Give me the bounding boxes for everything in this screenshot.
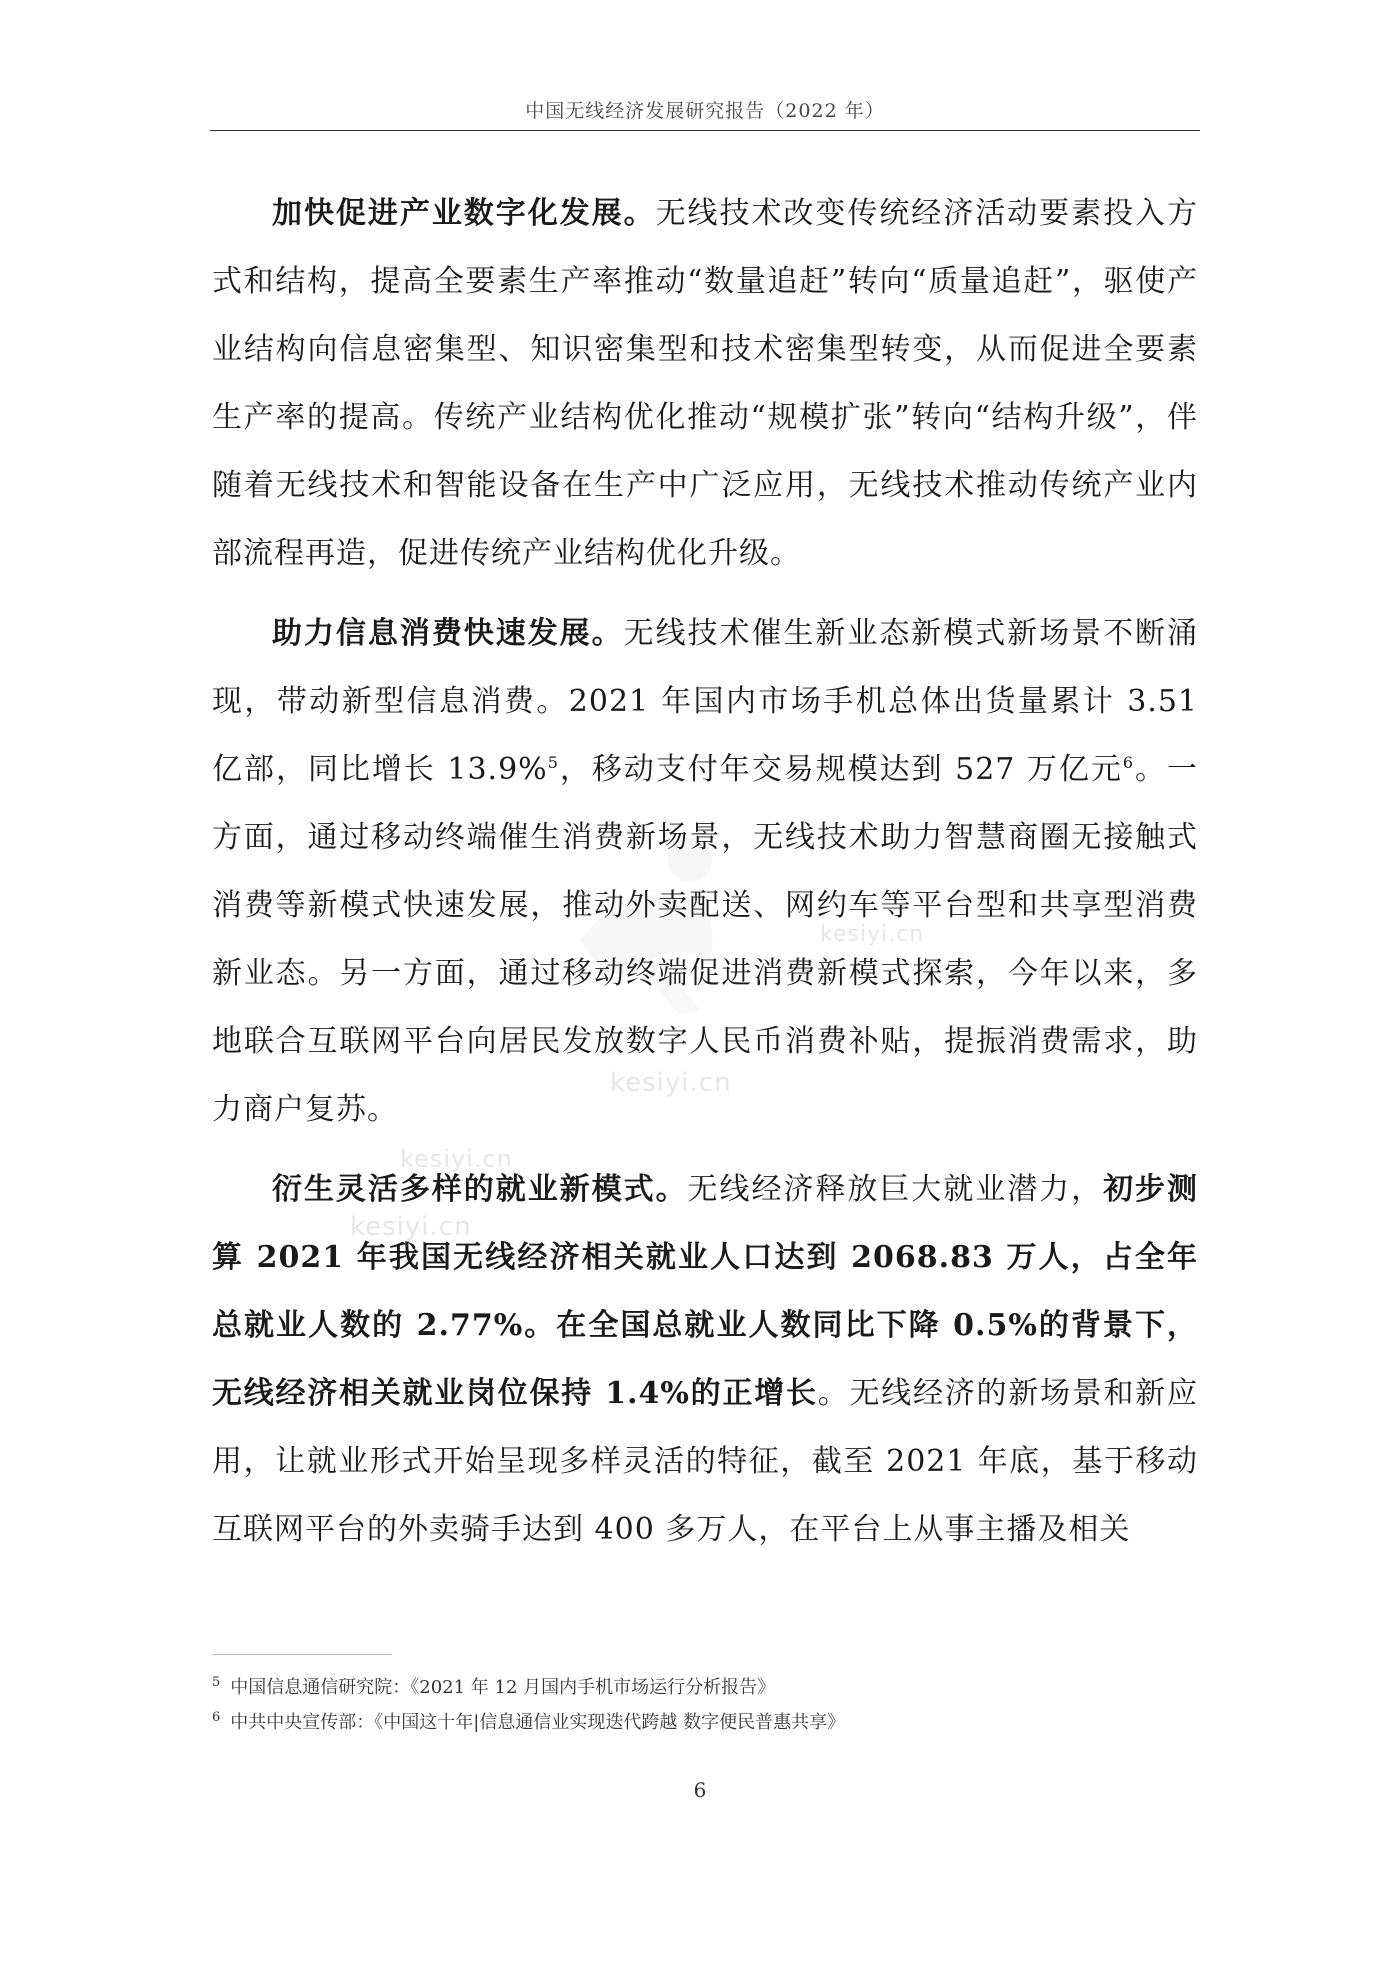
paragraph-text: 无线技术催生新业态新模式新场景不断涌现，带动新型信息消费。2021 年国内市场手机总体出货量累计 3.51 亿部，同比增长 13.9% (212, 616, 1199, 787)
watermark-text: kesiyi.cn (400, 1145, 513, 1173)
paragraph-text: 。一方面，通过移动终端催生消费新场景，无线技术助力智慧商圈无接触式消费等新模式快速发展，推动外卖配送、网约车等平台型和共享型消费新业态。另一方面，通过移动终端促进消费新模式探索，今年以来，多地联合互联网平台向居民发放数字人民币消费补贴，提振消费需求，助力商户复苏。 (212, 752, 1199, 1127)
running-header: 中国无线经济发展研究报告（2022 年） (525, 100, 885, 122)
footnote-text: 中共中央宣传部：《中国这十年|信息通信业实现迭代跨越 数字便民普惠共享》 (230, 1712, 846, 1733)
footnote-rule (212, 1654, 392, 1655)
footnote-mark: 6 (212, 1710, 221, 1725)
footnote-text: 中国信息通信研究院：《2021 年 12 月国内手机市场运行分析报告》 (230, 1677, 776, 1698)
watermark-text: kesiyi.cn (820, 922, 925, 947)
body-text (212, 180, 1198, 1564)
paragraph-employment-modes (212, 1156, 1198, 1564)
footnote-ref-6[interactable]: 6 (1122, 753, 1135, 772)
page-number: 6 (693, 1778, 707, 1802)
footnote-item (212, 1668, 1198, 1703)
header-rule (210, 130, 1200, 131)
watermark-text: kesiyi.cn (350, 1212, 472, 1242)
footnote-ref-5[interactable]: 5 (547, 753, 559, 772)
paragraph-text: 。无线经济的新场景和新应用，让就业形式开始呈现多样灵活的特征，截至 2021 年底，基于移动互联网平台的外卖骑手达到 400 多万人，在平台上从事主播及相关 (212, 1376, 1198, 1547)
paragraph-lead: 加快促进产业数字化发展。 (272, 196, 656, 231)
paragraph-industry-digitalization (212, 180, 1198, 588)
paragraph-lead: 助力信息消费快速发展。 (272, 616, 624, 651)
paragraph-bold-text: 初步测算 2021 年我国无线经济相关就业人口达到 2068.83 万人，占全年总就业人数的 2.77%。在全国总就业人数同比下降 0.5%的背景下，无线经济相关就业岗位保持 1.4%的正增长 (212, 1172, 1199, 1411)
footnote-item (212, 1703, 1198, 1738)
paragraph-text: 无线技术改变传统经济活动要素投入方式和结构，提高全要素生产率推动“数量追赶”转向“质量追赶”，驱使产业结构向信息密集型、知识密集型和技术密集型转变，从而促进全要素生产率的提高。传统产业结构优化推动“规模扩张”转向“结构升级”，伴随着无线技术和智能设备在生产中广泛应用，无线技术推动传统产业内部流程再造，促进传统产业结构优化升级。 (212, 196, 1199, 571)
paragraph-text: ，移动支付年交易规模达到 527 万亿元 (558, 752, 1123, 787)
paragraph-lead: 衍生灵活多样的就业新模式。 (272, 1172, 688, 1207)
paragraph-information-consumption (212, 600, 1198, 1144)
footnotes (212, 1668, 1198, 1738)
watermark-text: kesiyi.cn (610, 1068, 732, 1098)
footnote-mark: 5 (212, 1675, 221, 1690)
paragraph-text: 无线经济释放巨大就业潜力， (687, 1172, 1104, 1207)
